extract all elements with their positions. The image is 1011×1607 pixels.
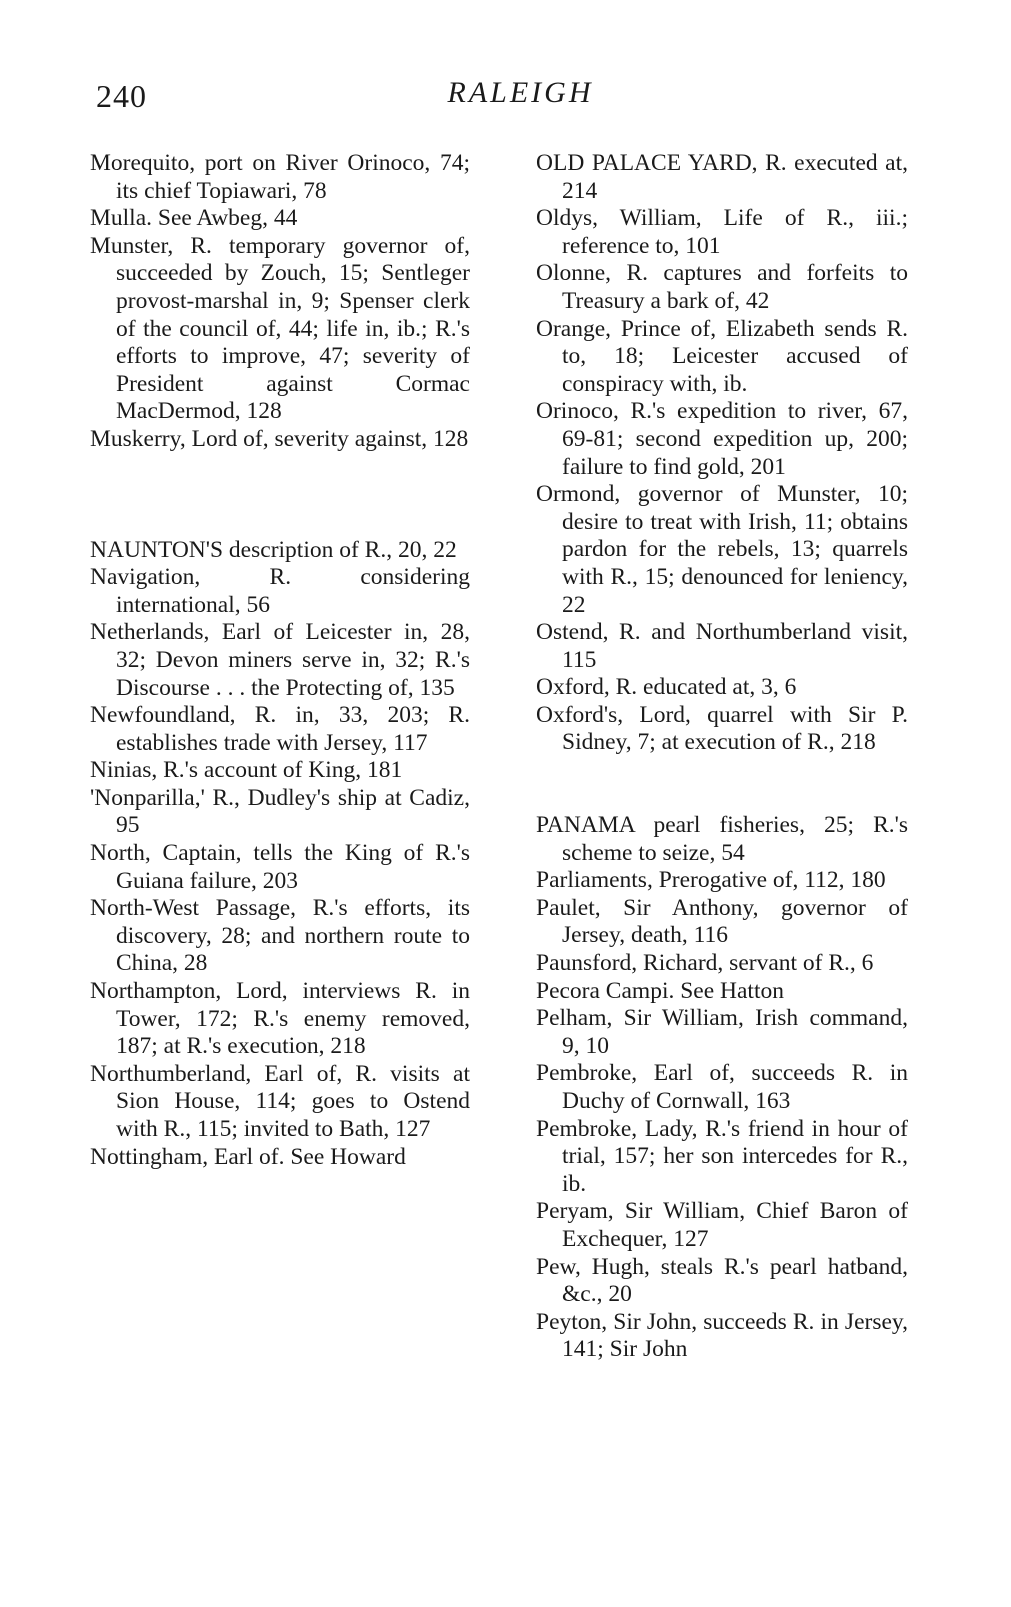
- index-entry: Mulla. See Awbeg, 44: [90, 205, 298, 232]
- index-entry: Ninias, R.'s account of King, 181: [90, 757, 403, 784]
- index-entry: Pembroke, Earl of, succeeds R. in Duchy of Cornwall, 163: [536, 1060, 908, 1114]
- index-column-right: [536, 150, 908, 1364]
- index-entry: Newfoundland, R. in, 33, 203; R. establishes trade with Jersey, 117: [90, 702, 470, 756]
- index-entry: Ostend, R. and Northumberland visit, 115: [536, 619, 908, 673]
- index-entry: Morequito, port on River Orinoco, 74; its chief Topiawari, 78: [90, 150, 470, 204]
- index-entry: Oxford, R. educated at, 3, 6: [536, 674, 797, 701]
- index-entry: NAUNTON'S description of R., 20, 22: [90, 536, 457, 563]
- running-head: RALEIGH: [447, 76, 594, 109]
- index-entry: Paulet, Sir Anthony, governor of Jersey, death, 116: [536, 894, 908, 949]
- index-entry: Olonne, R. captures and forfeits to Treasury a bark of, 42: [536, 260, 908, 314]
- index-entry: Peryam, Sir William, Chief Baron of Exchequer, 127: [536, 1198, 908, 1252]
- index-entry: Munster, R. temporary governor of, succeeded by Zouch, 15; Sentleger provost-marshal in, 9; Spenser clerk of the council of, 44; life in, ib.; R.'s efforts to improve, 47; severity of President against Cormac MacDermod, 128: [90, 232, 470, 425]
- index-entry: Peyton, Sir John, succeeds R. in Jersey, 141; Sir John: [536, 1308, 908, 1363]
- index-entry: North, Captain, tells the King of R.'s Guiana failure, 203: [90, 840, 470, 894]
- index-entry: Netherlands, Earl of Leicester in, 28, 32; Devon miners serve in, 32; R.'s Discourse . . . the Protecting of, 135: [90, 619, 470, 701]
- index-entry: Pew, Hugh, steals R.'s pearl hatband, &c., 20: [536, 1253, 908, 1308]
- index-entry: 'Nonparilla,' R., Dudley's ship at Cadiz, 95: [90, 784, 470, 839]
- index-column-left: [90, 150, 470, 1171]
- index-entry: Northampton, Lord, interviews R. in Tower, 172; R.'s enemy removed, 187; at R.'s execution, 218: [90, 978, 470, 1060]
- index-entry: Orinoco, R.'s expedition to river, 67, 69-81; second expedition up, 200; failure to find gold, 201: [536, 398, 908, 480]
- section-gap: [90, 454, 470, 537]
- section-gap: [536, 757, 908, 812]
- index-entry: PANAMA pearl fisheries, 25; R.'s scheme to seize, 54: [536, 812, 908, 866]
- index-entry: Oldys, William, Life of R., iii.; reference to, 101: [536, 205, 908, 259]
- index-entry: Orange, Prince of, Elizabeth sends R. to, 18; Leicester accused of conspiracy with, ib.: [536, 315, 908, 397]
- index-entry: Navigation, R. considering international, 56: [90, 564, 470, 618]
- index-entry: North-West Passage, R.'s efforts, its discovery, 28; and northern route to China, 28: [90, 895, 470, 977]
- index-entry: Pelham, Sir William, Irish command, 9, 10: [536, 1005, 908, 1059]
- index-entry: Oxford's, Lord, quarrel with Sir P. Sidney, 7; at execution of R., 218: [536, 701, 908, 756]
- page-number: 240: [96, 78, 147, 114]
- index-entry: Northumberland, Earl of, R. visits at Sion House, 114; goes to Ostend with R., 115; invited to Bath, 127: [90, 1060, 470, 1142]
- index-entry: Pecora Campi. See Hatton: [536, 977, 784, 1004]
- index-entry: OLD PALACE YARD, R. executed at, 214: [536, 150, 908, 204]
- index-entry: Muskerry, Lord of, severity against, 128: [90, 425, 469, 452]
- index-entry: Paunsford, Richard, servant of R., 6: [536, 950, 874, 977]
- index-entry: Pembroke, Lady, R.'s friend in hour of trial, 157; her son intercedes for R., ib.: [536, 1115, 908, 1197]
- index-entry: Ormond, governor of Munster, 10; desire to treat with Irish, 11; obtains pardon for the rebels, 13; quarrels with R., 15; denounced for leniency, 22: [536, 481, 908, 618]
- index-entry: Parliaments, Prerogative of, 112, 180: [536, 867, 886, 894]
- index-entry: Nottingham, Earl of. See Howard: [90, 1143, 406, 1170]
